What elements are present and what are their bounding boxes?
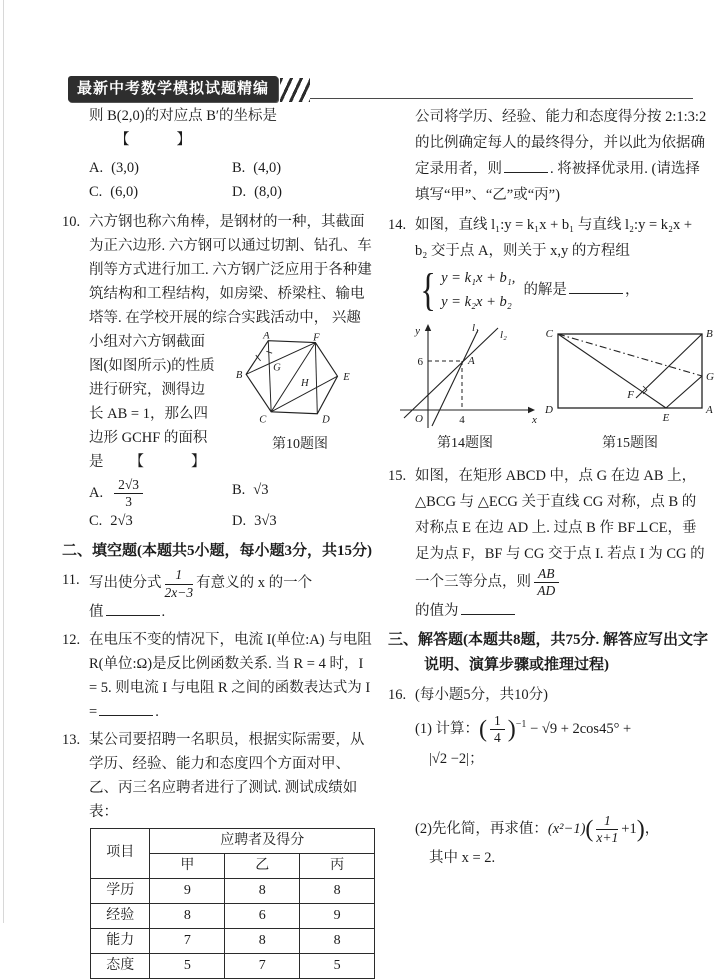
- fraction: [490, 714, 505, 745]
- equation-2: y = k₂x + b₂: [441, 294, 512, 310]
- value-word: 的值为: [415, 603, 459, 620]
- cell: 8: [150, 903, 225, 928]
- question-10-text-a: 六方钢也称六角棒，是钢材的一种，其截面为正六边形. 六方钢可以通过切割、钻孔、车削等方式进行加工. 六方钢广泛应用于各种建筑结构和工程结构，如房梁、桥梁柱、输电塔等. 在学校开展的综合实践活动中，: [89, 214, 372, 326]
- dashed-guides: [428, 361, 462, 410]
- question-number: 16.: [388, 687, 407, 704]
- line-label-l1: l₁: [472, 322, 479, 334]
- figure-q10: [225, 332, 375, 457]
- y-axis-arrow: [425, 324, 431, 331]
- question-16-part2: [415, 814, 708, 871]
- fraction-numerator: AB: [534, 567, 559, 583]
- question-13-text: 某公司要招聘一名职员，根据实际需要，从学历、经验、能力和态度四个方面对甲、乙、丙三名应聘者进行了测试. 测试成绩如表：: [89, 731, 365, 820]
- whitespace-gap: [388, 772, 708, 814]
- question-number: 15.: [388, 468, 407, 484]
- solve-label: 的解是: [523, 282, 567, 298]
- option-label: C.: [89, 513, 103, 530]
- cell: 8: [225, 928, 300, 953]
- cell: 5: [150, 953, 225, 978]
- option-b: [232, 478, 375, 509]
- question-16: [388, 682, 708, 708]
- open-paren: (: [585, 816, 594, 843]
- segment-ge: [666, 376, 702, 408]
- option-text: (8,0): [254, 184, 282, 200]
- table-row: [91, 903, 375, 928]
- hexagon-outline: [246, 341, 337, 414]
- question-number: 10.: [62, 214, 81, 230]
- table-row: [91, 953, 375, 978]
- option-a: [89, 478, 232, 509]
- part1-label: (1) 计算：: [415, 721, 480, 738]
- row-name: 态度: [91, 953, 150, 978]
- part1-expression: − √9 + 2cos45° +: [530, 721, 632, 738]
- question-number: 14.: [388, 217, 407, 233]
- fraction-denominator: 2x−3: [164, 584, 194, 600]
- option-label: B.: [232, 482, 246, 498]
- vertex-label-b: B: [706, 328, 713, 340]
- period: .: [161, 603, 166, 620]
- tick-4: 4: [459, 414, 465, 426]
- line-l1: [432, 330, 478, 426]
- option-b: [232, 156, 375, 180]
- answer-blank: [99, 702, 153, 716]
- cell: 9: [300, 903, 375, 928]
- question-13-cont-a: 公司将学历、经验、能力和态度得分按 2:1:3:2 的比例确定每人的最终得分，并以此为依据确定录用者，则: [415, 109, 707, 177]
- question-16-part1: [415, 712, 708, 771]
- answer-bracket: 【 】: [115, 132, 197, 148]
- question-12-text: 在电压不变的情况下，电流 I(单位:A) 与电阻 R(单位:Ω)是反比例函数关系. 当 R = 4 时，I = 5. 则电流 I 与电阻 R 之间的函数表达式为 I =: [89, 631, 372, 720]
- point-label-g: G: [273, 362, 281, 374]
- banner-stripes-decoration: [280, 78, 310, 102]
- figure-caption: 第14题图: [437, 436, 493, 451]
- option-d: [232, 180, 375, 204]
- option-text: (4,0): [253, 160, 282, 176]
- point-label-h: H: [301, 377, 309, 389]
- fraction: [165, 568, 194, 599]
- question-15-text: 如图，在矩形 ABCD 中，点 G 在边 AB 上，△BCG 与 △ECG 关于直线 CG 对称，点 B 的对称点 E 在边 AD 上. 过点 B 作 BF⊥CE，垂足为点 F，BF 与 CG 交于点 I. 若点 I 为 CG 的一个三等分点，则: [415, 468, 705, 590]
- page-header: [68, 72, 693, 102]
- question-10-options: [62, 478, 375, 533]
- line-l2: [404, 328, 498, 418]
- system-equations: [441, 266, 515, 314]
- question-12: [62, 628, 375, 724]
- question-9-stem: 则 B(2,0)的对应点 B′的坐标是: [89, 108, 278, 124]
- answer-bracket: 【 】: [129, 454, 212, 470]
- fraction-denominator: 4: [494, 730, 501, 746]
- fraction: [596, 814, 618, 845]
- question-11-post: 有意义的 x 的一个: [196, 575, 313, 592]
- segment-ce: [558, 334, 666, 408]
- option-label: A.: [89, 160, 104, 176]
- question-13: [62, 728, 375, 824]
- option-text: 3√3: [254, 513, 277, 530]
- period: .: [155, 703, 159, 720]
- row-name: 经验: [91, 903, 150, 928]
- cell: 7: [150, 928, 225, 953]
- line-label-l2: l₂: [500, 329, 507, 341]
- question-11-value-word: 值: [89, 603, 104, 620]
- option-label: D.: [232, 184, 247, 200]
- question-number: 13.: [62, 731, 81, 748]
- question-10-text-b: 兴趣小组对六方钢截面图(如图所示)的性质进行研究，测得边长 AB = 1，那么四边形 GCHF 的面积是: [89, 310, 361, 470]
- question-9-options: [62, 156, 375, 204]
- cell: 5: [300, 953, 375, 978]
- option-text: 2√3: [110, 513, 133, 530]
- exponent: −1: [515, 719, 527, 731]
- question-15: [388, 463, 708, 624]
- equation-system: [417, 266, 708, 314]
- system-brace: {: [420, 264, 436, 315]
- table-header-row: [91, 828, 375, 853]
- figure-q15: [544, 322, 715, 457]
- vertex-label-f: F: [313, 332, 320, 344]
- point-label-e: E: [662, 412, 670, 424]
- comma: ，: [644, 820, 660, 837]
- left-column: [62, 104, 375, 979]
- fraction-denominator: 3: [125, 494, 132, 510]
- answer-blank: [106, 602, 160, 616]
- lines: [404, 328, 498, 426]
- question-14: [388, 212, 708, 318]
- cell: 9: [150, 878, 225, 903]
- vertex-label-d: D: [322, 414, 330, 426]
- option-text: √3: [253, 482, 269, 498]
- question-number: 12.: [62, 631, 81, 648]
- plus-one: +1: [621, 820, 637, 837]
- question-14-body: [415, 212, 708, 318]
- section-2-heading: 二、填空题(本题共5小题，每小题3分，共15分): [62, 543, 372, 560]
- part2-line2: 其中 x = 2.: [429, 849, 496, 866]
- x-axis-arrow: [528, 407, 535, 413]
- row-name: 学历: [91, 878, 150, 903]
- question-9-body: [89, 104, 375, 152]
- close-paren: ): [507, 716, 516, 743]
- answer-blank: [504, 159, 548, 173]
- header-group: 应聘者及得分: [150, 828, 375, 853]
- part2-prefactor: (x²−1): [547, 820, 586, 837]
- fraction: [534, 567, 559, 598]
- fraction-numerator: 1: [490, 714, 505, 730]
- figure-q14: [390, 322, 540, 457]
- answer-blank: [569, 280, 623, 294]
- option-d: [232, 509, 375, 533]
- comma: ，: [624, 282, 640, 298]
- point-label-a: A: [468, 355, 475, 367]
- option-text: (6,0): [110, 184, 139, 200]
- score-table: [90, 828, 375, 979]
- col-jia: 甲: [150, 853, 225, 878]
- question-11-body: [89, 568, 375, 623]
- header-rule: [310, 98, 693, 99]
- fraction-denominator: AD: [537, 583, 556, 599]
- question-13-cont-b: . 将被择优录用. (请选择填写“甲”、“乙”或“丙”): [415, 161, 700, 203]
- equation-1: y = k₁x + b₁,: [441, 270, 516, 286]
- axis-label-y: y: [415, 325, 420, 337]
- table-row: [91, 878, 375, 903]
- tick-6: 6: [417, 356, 423, 368]
- cell: 8: [300, 928, 375, 953]
- fraction-numerator: 1: [165, 568, 194, 584]
- scan-page-edge: [3, 0, 4, 923]
- point-label-g: G: [706, 371, 714, 383]
- question-13-body: [89, 728, 375, 824]
- option-label: C.: [89, 184, 103, 200]
- question-11-pre: 写出使分式: [89, 575, 162, 592]
- question-number: 11.: [62, 572, 80, 589]
- fraction-numerator: 1: [596, 814, 618, 830]
- right-column: [388, 104, 714, 871]
- vertex-label-c: C: [545, 328, 553, 340]
- question-16-head: (每小题5分，共10分): [415, 687, 548, 704]
- fraction-denominator: x+1: [596, 829, 619, 845]
- question-13-cont-body: [415, 104, 708, 208]
- part1-line2: |√2 −2|；: [429, 750, 484, 767]
- option-label: A.: [89, 485, 104, 501]
- vertex-label-a: A: [263, 332, 270, 342]
- vertex-label-e: E: [343, 372, 350, 384]
- fraction-numerator: 2√3: [114, 478, 143, 494]
- cell: 6: [225, 903, 300, 928]
- figures-row: [390, 322, 714, 457]
- table-row: [91, 928, 375, 953]
- question-10-body: [89, 210, 375, 474]
- option-label: D.: [232, 513, 247, 530]
- open-paren: (: [479, 716, 488, 743]
- vertex-label-d: D: [545, 404, 553, 416]
- vertex-label-c: C: [259, 414, 267, 426]
- line-graph-figure: [390, 322, 540, 430]
- vertex-label-a: A: [706, 404, 713, 416]
- question-12-body: [89, 628, 375, 724]
- option-text: (3,0): [111, 160, 139, 176]
- axis-label-x: x: [532, 414, 537, 426]
- cell: 7: [225, 953, 300, 978]
- cell: 8: [225, 878, 300, 903]
- header-item: 项目: [91, 828, 150, 878]
- option-label: B.: [232, 160, 246, 176]
- col-bing: 丙: [300, 853, 375, 878]
- question-14-text: 如图，直线 l₁:y = k₁x + b₁ 与直线 l₂:y = k₂x + b₂ 交于点 A，则关于 x,y 的方程组: [415, 217, 693, 259]
- figure-caption: 第10题图: [272, 437, 328, 452]
- origin-label: O: [415, 413, 423, 425]
- option-c: [89, 180, 232, 204]
- cell: 8: [300, 878, 375, 903]
- question-9-continuation: [62, 104, 375, 152]
- option-c: [89, 509, 232, 533]
- question-15-line2: [415, 598, 708, 624]
- part2-label: (2)先化简，再求值：: [415, 820, 548, 837]
- answer-blank: [461, 601, 515, 615]
- fraction: [114, 478, 143, 509]
- question-10: [62, 210, 375, 474]
- hexagon-figure: [226, 332, 374, 432]
- section-3-heading: 三、解答题(本题共8题，共75分. 解答应写出文字说明、演算步骤或推理过程): [388, 632, 708, 674]
- vertex-label-b: B: [235, 370, 243, 382]
- question-15-body: [415, 463, 708, 624]
- question-13-continuation: [388, 104, 708, 208]
- banner-title: 最新中考数学模拟试题精编: [68, 76, 278, 102]
- option-a: [89, 156, 232, 180]
- rectangle-figure: [544, 322, 715, 430]
- col-yi: 乙: [225, 853, 300, 878]
- question-11: [62, 568, 375, 623]
- point-label-f: F: [627, 389, 634, 401]
- figure-caption: 第15题图: [602, 436, 658, 451]
- close-paren: ): [636, 816, 645, 843]
- question-11-line2: [89, 600, 375, 624]
- solution-prompt: [523, 277, 639, 303]
- row-name: 能力: [91, 928, 150, 953]
